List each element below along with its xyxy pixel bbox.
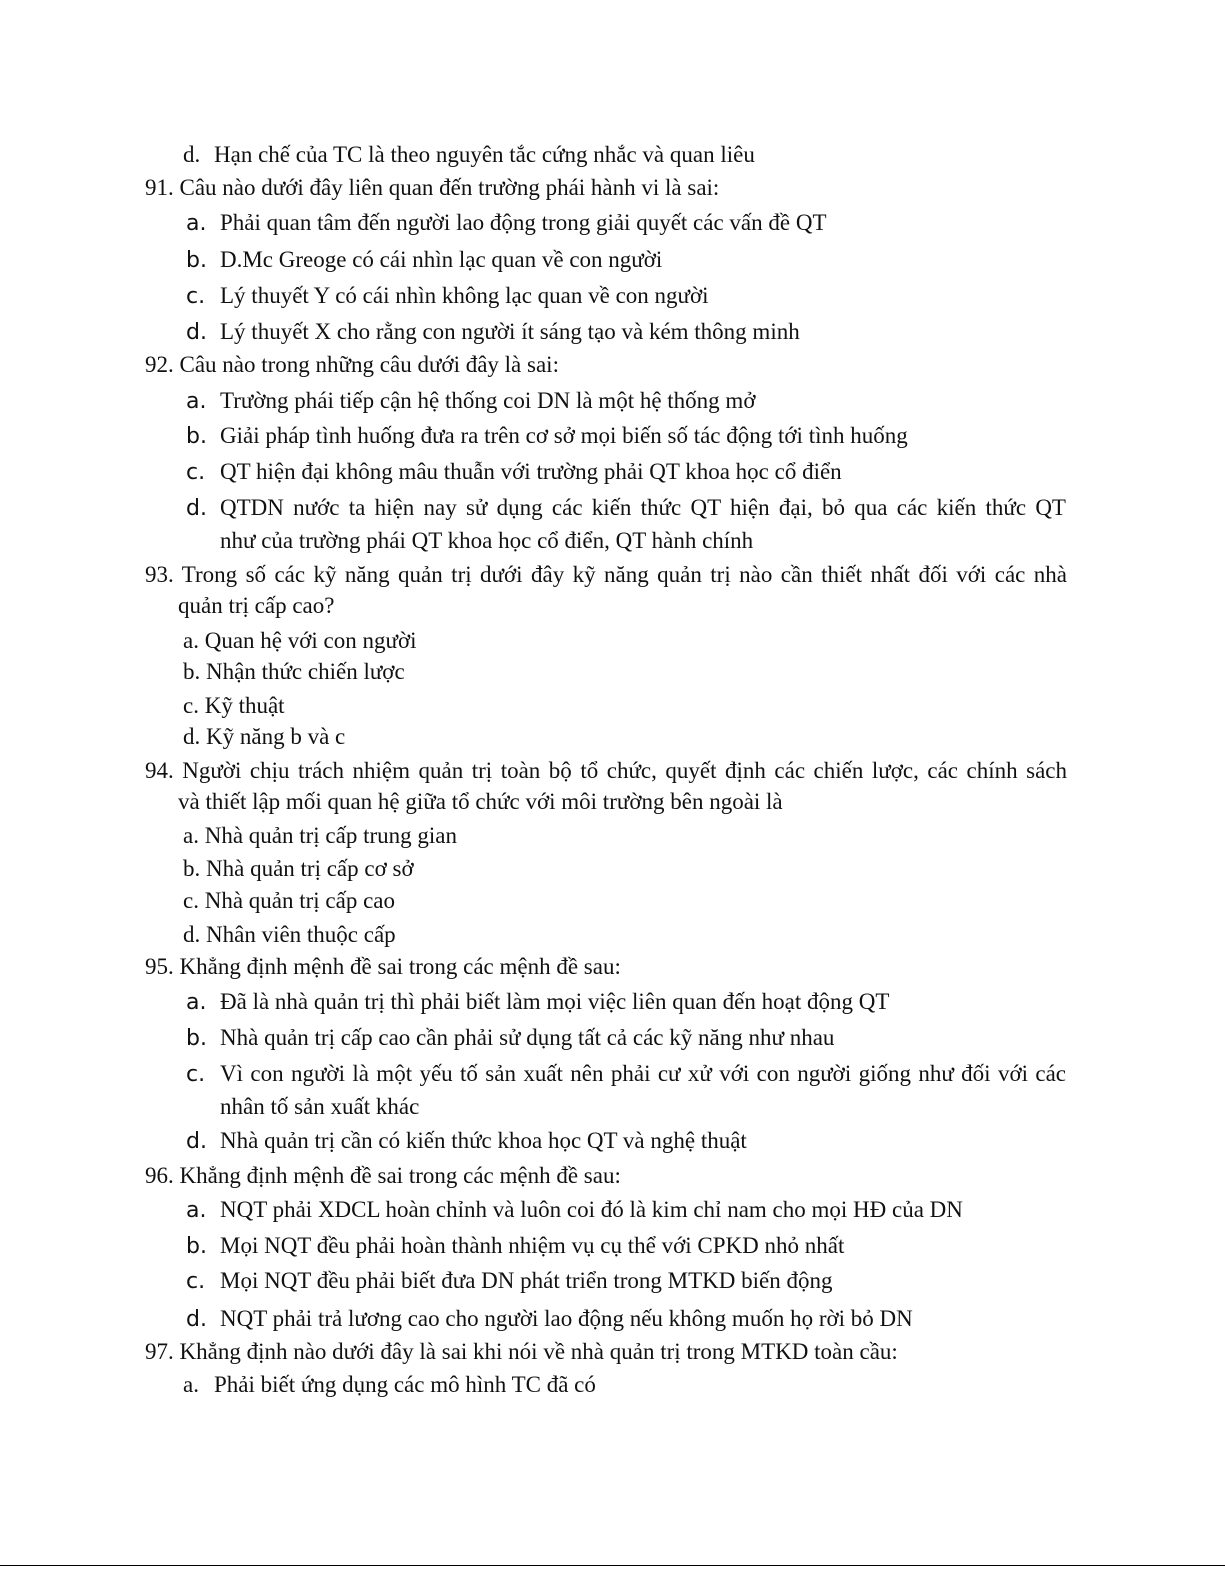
option-95d (186, 1127, 747, 1156)
option-text: Nhà quản trị cấp cao cần phải sử dụng tất cả các kỹ năng như nhau (220, 1025, 835, 1050)
page-bottom-rule (0, 1565, 1225, 1566)
option-label: a. (183, 1372, 199, 1397)
option-label: d. (186, 1129, 207, 1154)
option-label: b. (186, 1234, 207, 1259)
option-91a (186, 209, 827, 238)
option-label: a. (186, 389, 207, 414)
option-text: Hạn chế của TC là theo nguyên tắc cứng nhắc và quan liêu (214, 142, 755, 167)
option-text: NQT phải XDCL hoàn chỉnh và luôn coi đó là kim chỉ nam cho mọi HĐ của DN (220, 1197, 963, 1222)
question-94: 94. Người chịu trách nhiệm quản trị toàn bộ tổ chức, quyết định các chiến lược, các chính sách (145, 758, 1067, 783)
option-96b (186, 1232, 844, 1261)
option-text: D.Mc Greoge có cái nhìn lạc quan về con người (220, 247, 663, 272)
question-94-continuation: và thiết lập mối quan hệ giữa tổ chức với môi trường bên ngoài là (178, 789, 783, 814)
option-label: c. (186, 284, 206, 309)
option-text: Lý thuyết X cho rằng con người ít sáng tạo và kém thông minh (220, 319, 800, 344)
option-96d (186, 1305, 913, 1334)
option-label: d. (186, 320, 207, 345)
option-label: a. (186, 1198, 207, 1223)
option-95c-text: Vì con người là một yếu tố sản xuất nên phải cư xử với con người giống như đối với các (220, 1061, 1066, 1086)
option-97a (183, 1371, 596, 1399)
question-92: 92. Câu nào trong những câu dưới đây là sai: (145, 352, 559, 377)
option-text: Giải pháp tình huống đưa ra trên cơ sở mọi biến số tác động tới tình huống (220, 423, 908, 448)
option-94b: b. Nhà quản trị cấp cơ sở (183, 856, 414, 881)
option-label: c. (186, 1062, 206, 1087)
option-92d-text: QTDN nước ta hiện nay sử dụng các kiến thức QT hiện đại, bỏ qua các kiến thức QT (220, 495, 1066, 520)
option-label: d. (186, 1307, 207, 1332)
question-93-continuation: quản trị cấp cao? (178, 593, 335, 618)
option-90d (183, 141, 755, 169)
option-93b: b. Nhận thức chiến lược (183, 659, 405, 684)
option-93a: a. Quan hệ với con người (183, 628, 417, 653)
option-label: d. (183, 142, 201, 167)
option-label: c. (186, 1269, 206, 1294)
option-text: Mọi NQT đều phải biết đưa DN phát triển trong MTKD biến động (220, 1268, 833, 1293)
question-97: 97. Khẳng định nào dưới đây là sai khi nói về nhà quản trị trong MTKD toàn cầu: (145, 1339, 898, 1364)
option-label: a. (186, 990, 207, 1015)
question-96: 96. Khẳng định mệnh đề sai trong các mệnh đề sau: (145, 1163, 621, 1188)
option-94d: d. Nhân viên thuộc cấp (183, 922, 396, 947)
option-91d (186, 318, 800, 347)
option-95c (186, 1060, 220, 1089)
option-text: Lý thuyết Y có cái nhìn không lạc quan về con người (220, 283, 709, 308)
option-95a (186, 988, 889, 1017)
option-label: b. (186, 424, 207, 449)
option-92d (186, 494, 220, 523)
option-text: Đã là nhà quản trị thì phải biết làm mọi việc liên quan đến hoạt động QT (220, 989, 890, 1014)
option-label: d. (186, 496, 207, 521)
option-text: Trường phái tiếp cận hệ thống coi DN là một hệ thống mở (220, 388, 756, 413)
option-93c: c. Kỹ thuật (183, 693, 285, 718)
option-94c: c. Nhà quản trị cấp cao (183, 888, 396, 913)
option-96a (186, 1196, 963, 1225)
option-91b (186, 246, 662, 275)
option-text: QT hiện đại không mâu thuẫn với trường phải QT khoa học cổ điển (220, 459, 842, 484)
option-91c (186, 282, 709, 311)
option-text: Phải quan tâm đến người lao động trong giải quyết các vấn đề QT (220, 210, 827, 235)
option-text: Phải biết ứng dụng các mô hình TC đã có (214, 1372, 596, 1397)
option-93d: d. Kỹ năng b và c (183, 724, 346, 749)
option-text: Nhà quản trị cần có kiến thức khoa học QT và nghệ thuật (220, 1128, 747, 1153)
question-93: 93. Trong số các kỹ năng quản trị dưới đây kỹ năng quản trị nào cần thiết nhất đối với các nhà (145, 562, 1067, 587)
option-92b (186, 422, 908, 451)
option-92c (186, 458, 842, 487)
question-91: 91. Câu nào dưới đây liên quan đến trường phái hành vi là sai: (145, 175, 720, 200)
option-92d-continuation: như của trường phái QT khoa học cổ điển, QT hành chính (220, 528, 754, 553)
option-label: b. (186, 1026, 207, 1051)
option-92a (186, 387, 755, 416)
option-label: c. (186, 460, 206, 485)
option-96c (186, 1267, 833, 1296)
option-label: b. (186, 248, 207, 273)
option-label: a. (186, 211, 207, 236)
option-text: NQT phải trả lương cao cho người lao động nếu không muốn họ rời bỏ DN (220, 1306, 913, 1331)
question-95: 95. Khẳng định mệnh đề sai trong các mệnh đề sau: (145, 954, 621, 979)
option-94a: a. Nhà quản trị cấp trung gian (183, 823, 457, 848)
option-95c-continuation: nhân tố sản xuất khác (220, 1094, 420, 1119)
option-95b (186, 1024, 834, 1053)
option-text: Mọi NQT đều phải hoàn thành nhiệm vụ cụ thể với CPKD nhỏ nhất (220, 1233, 845, 1258)
